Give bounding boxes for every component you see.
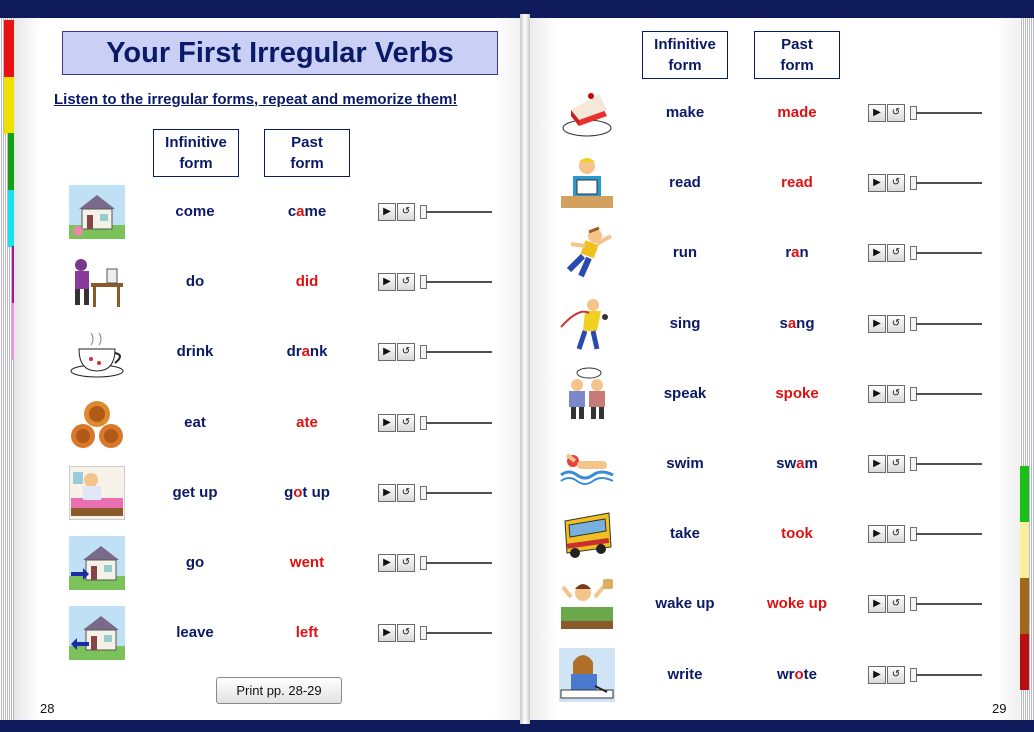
past-form-word bbox=[742, 455, 852, 472]
audio-slider-track[interactable] bbox=[916, 533, 982, 535]
past-form-part: went bbox=[289, 554, 325, 571]
infinitive-word: run bbox=[672, 244, 698, 261]
past-form-part: c bbox=[287, 203, 297, 220]
play-icon[interactable]: ▶ bbox=[378, 203, 396, 221]
replay-icon[interactable]: ↺ bbox=[397, 273, 415, 291]
infinitive-word: take bbox=[669, 525, 701, 542]
past-form-part: left bbox=[295, 624, 319, 641]
play-icon[interactable]: ▶ bbox=[378, 554, 396, 572]
page-number-left: 28 bbox=[40, 701, 55, 716]
past-form-word bbox=[252, 624, 362, 641]
past-form-word bbox=[252, 343, 362, 360]
replay-icon[interactable]: ↺ bbox=[887, 595, 905, 613]
audio-slider-track[interactable] bbox=[916, 463, 982, 465]
header-past-left: Past form bbox=[264, 129, 350, 177]
infinitive-word: go bbox=[185, 554, 205, 571]
past-form-word bbox=[742, 525, 852, 542]
audio-player bbox=[868, 385, 984, 403]
audio-player bbox=[868, 595, 984, 613]
singer-icon bbox=[558, 296, 616, 352]
infinitive-word: eat bbox=[184, 414, 206, 431]
audio-slider-track[interactable] bbox=[426, 351, 492, 353]
audio-player bbox=[378, 273, 494, 291]
boy-reading-icon bbox=[558, 155, 616, 211]
house-arrival-icon bbox=[68, 184, 126, 240]
infinitive-word: make bbox=[665, 104, 705, 121]
page-number-right: 29 bbox=[992, 701, 1007, 716]
cakes-icon bbox=[68, 395, 126, 451]
past-form-highlight: a bbox=[791, 244, 800, 261]
replay-icon[interactable]: ↺ bbox=[397, 203, 415, 221]
audio-player bbox=[378, 624, 494, 642]
play-icon[interactable]: ▶ bbox=[378, 484, 396, 502]
audio-slider-track[interactable] bbox=[916, 603, 982, 605]
audio-slider-track[interactable] bbox=[916, 393, 982, 395]
past-form-part: g bbox=[284, 484, 294, 501]
past-form-word bbox=[742, 385, 852, 402]
replay-icon[interactable]: ↺ bbox=[397, 554, 415, 572]
play-icon[interactable]: ▶ bbox=[868, 666, 886, 684]
audio-player bbox=[868, 174, 984, 192]
past-form-part: nk bbox=[309, 343, 328, 360]
audio-slider-track[interactable] bbox=[916, 252, 982, 254]
audio-player bbox=[378, 484, 494, 502]
past-form-word bbox=[252, 203, 362, 220]
person-at-desk-icon bbox=[68, 254, 126, 310]
play-icon[interactable]: ▶ bbox=[868, 595, 886, 613]
audio-slider-track[interactable] bbox=[426, 211, 492, 213]
infinitive-word: sing bbox=[669, 315, 701, 332]
audio-player bbox=[868, 244, 984, 262]
replay-icon[interactable]: ↺ bbox=[397, 343, 415, 361]
girl-waking-icon bbox=[558, 576, 616, 632]
past-form-part: m bbox=[804, 455, 818, 472]
audio-player bbox=[378, 343, 494, 361]
replay-icon[interactable]: ↺ bbox=[887, 666, 905, 684]
past-form-part: took bbox=[781, 525, 813, 542]
infinitive-word: leave bbox=[176, 624, 214, 641]
replay-icon[interactable]: ↺ bbox=[887, 174, 905, 192]
audio-player bbox=[378, 203, 494, 221]
past-form-part: woke up bbox=[766, 595, 827, 612]
page-title: Your First Irregular Verbs bbox=[106, 36, 454, 69]
past-form-part: te bbox=[803, 666, 818, 683]
audio-player bbox=[378, 414, 494, 432]
play-icon[interactable]: ▶ bbox=[868, 244, 886, 262]
replay-icon[interactable]: ↺ bbox=[397, 624, 415, 642]
swimmer-icon bbox=[558, 436, 616, 492]
replay-icon[interactable]: ↺ bbox=[887, 525, 905, 543]
audio-player bbox=[868, 104, 984, 122]
infinitive-word: do bbox=[185, 273, 205, 290]
past-form-highlight: a bbox=[296, 203, 305, 220]
play-icon[interactable]: ▶ bbox=[868, 525, 886, 543]
infinitive-word: swim bbox=[666, 455, 704, 472]
past-form-word bbox=[742, 104, 852, 121]
girl-writing-icon bbox=[558, 647, 616, 703]
audio-slider-track[interactable] bbox=[426, 422, 492, 424]
audio-player bbox=[868, 525, 984, 543]
replay-icon[interactable]: ↺ bbox=[887, 315, 905, 333]
audio-player bbox=[378, 554, 494, 572]
infinitive-word: drink bbox=[176, 343, 214, 360]
audio-slider-track[interactable] bbox=[426, 281, 492, 283]
audio-player bbox=[868, 455, 984, 473]
past-form-part: dr bbox=[286, 343, 302, 360]
past-form-part: read bbox=[781, 174, 813, 191]
audio-slider-track[interactable] bbox=[916, 674, 982, 676]
audio-slider-track[interactable] bbox=[916, 323, 982, 325]
audio-slider-track[interactable] bbox=[916, 182, 982, 184]
past-form-part: r bbox=[785, 244, 792, 261]
past-form-part: wr bbox=[776, 666, 795, 683]
infinitive-word: read bbox=[669, 174, 701, 191]
past-form-word bbox=[742, 595, 852, 612]
header-infinitive-left: Infinitive form bbox=[153, 129, 239, 177]
past-form-word bbox=[252, 484, 362, 501]
book-spine bbox=[520, 14, 530, 724]
past-form-word bbox=[742, 666, 852, 683]
instruction-text: Listen to the irregular forms, repeat and memorize them! bbox=[54, 91, 458, 108]
past-form-part: sw bbox=[776, 455, 797, 472]
infinitive-word: come bbox=[175, 203, 215, 220]
title-banner bbox=[62, 31, 498, 75]
play-icon[interactable]: ▶ bbox=[868, 104, 886, 122]
infinitive-word: wake up bbox=[655, 595, 715, 612]
past-form-highlight: o bbox=[794, 666, 804, 683]
audio-player bbox=[868, 666, 984, 684]
past-form-word bbox=[742, 315, 852, 332]
play-icon[interactable]: ▶ bbox=[868, 385, 886, 403]
past-form-highlight: a bbox=[301, 343, 310, 360]
past-form-part: ng bbox=[796, 315, 815, 332]
play-icon[interactable]: ▶ bbox=[868, 174, 886, 192]
past-form-part: made bbox=[777, 104, 817, 121]
past-form-part: me bbox=[304, 203, 327, 220]
replay-icon[interactable]: ↺ bbox=[887, 104, 905, 122]
audio-slider-track[interactable] bbox=[426, 492, 492, 494]
past-form-part: ate bbox=[296, 414, 318, 431]
past-form-word bbox=[742, 244, 852, 261]
past-form-word bbox=[252, 554, 362, 571]
replay-icon[interactable]: ↺ bbox=[887, 244, 905, 262]
play-icon[interactable]: ▶ bbox=[378, 343, 396, 361]
replay-icon[interactable]: ↺ bbox=[887, 385, 905, 403]
infinitive-word: write bbox=[667, 666, 703, 683]
header-past-right: Past form bbox=[754, 31, 840, 79]
replay-icon[interactable]: ↺ bbox=[887, 455, 905, 473]
teacup-icon bbox=[68, 324, 126, 380]
play-icon[interactable]: ▶ bbox=[868, 455, 886, 473]
past-form-highlight: o bbox=[293, 484, 303, 501]
replay-icon[interactable]: ↺ bbox=[397, 414, 415, 432]
play-icon[interactable]: ▶ bbox=[868, 315, 886, 333]
bus-icon bbox=[558, 506, 616, 562]
print-button[interactable]: Print pp. 28-29 bbox=[216, 677, 342, 704]
people-talking-icon bbox=[558, 366, 616, 422]
past-form-highlight: a bbox=[796, 455, 805, 472]
past-form-word bbox=[252, 414, 362, 431]
play-icon[interactable]: ▶ bbox=[378, 624, 396, 642]
past-form-part: spoke bbox=[775, 385, 819, 402]
play-icon[interactable]: ▶ bbox=[378, 273, 396, 291]
past-form-part: n bbox=[799, 244, 809, 261]
play-icon[interactable]: ▶ bbox=[378, 414, 396, 432]
woman-waking-icon bbox=[68, 465, 126, 521]
past-form-word bbox=[252, 273, 362, 290]
past-form-word bbox=[742, 174, 852, 191]
past-form-highlight: a bbox=[787, 315, 797, 332]
audio-slider-track[interactable] bbox=[426, 562, 492, 564]
audio-player bbox=[868, 315, 984, 333]
cake-slice-icon bbox=[558, 85, 616, 141]
infinitive-word: get up bbox=[172, 484, 218, 501]
infinitive-word: speak bbox=[663, 385, 707, 402]
boy-running-icon bbox=[558, 225, 616, 281]
house-entering-icon bbox=[68, 535, 126, 591]
replay-icon[interactable]: ↺ bbox=[397, 484, 415, 502]
past-form-part: s bbox=[779, 315, 788, 332]
audio-slider-track[interactable] bbox=[916, 112, 982, 114]
past-form-part: did bbox=[295, 273, 319, 290]
header-infinitive-right: Infinitive form bbox=[642, 31, 728, 79]
past-form-part: t up bbox=[302, 484, 330, 501]
audio-slider-track[interactable] bbox=[426, 632, 492, 634]
house-leaving-icon bbox=[68, 605, 126, 661]
